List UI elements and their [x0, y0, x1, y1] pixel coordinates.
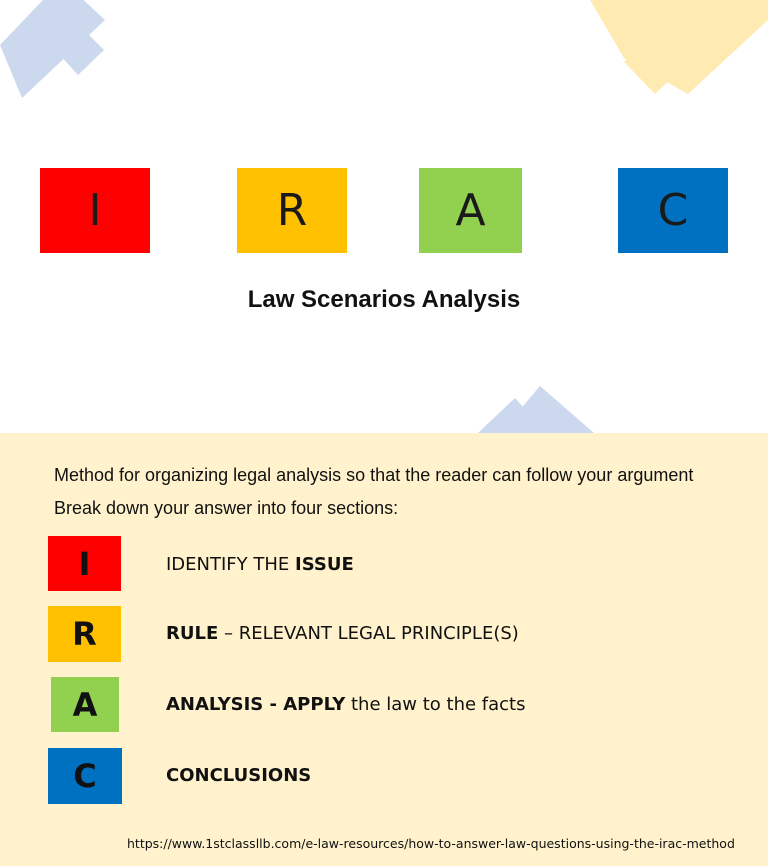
step-box-issue: I — [48, 536, 121, 591]
irac-letter-c: C — [618, 168, 728, 253]
step-box-conclusions: C — [48, 748, 122, 804]
source-url: https://www.1stclassllb.com/e-law-resources/how-to-answer-law-questions-using-the-irac-method — [127, 836, 735, 851]
irac-letter-r: R — [237, 168, 347, 253]
intro-line-2: Break down your answer into four sections: — [54, 498, 399, 518]
step-text-conclusions: CONCLUSIONS — [166, 765, 312, 786]
irac-letter-i: I — [40, 168, 150, 253]
step-box-analysis: A — [51, 677, 119, 732]
step-box-rule: R — [48, 606, 121, 662]
yellow-diamond-top-right — [590, 0, 768, 94]
step-text-issue: IDENTIFY THE ISSUE — [166, 554, 354, 575]
page-title: Law Scenarios Analysis — [247, 286, 521, 313]
intro-line-1: Method for organizing legal analysis so that the reader can follow your argument — [54, 465, 694, 485]
step-text-rule: RULE – RELEVANT LEGAL PRINCIPLE(S) — [166, 623, 519, 644]
irac-letter-a: A — [419, 168, 522, 253]
step-text-analysis: ANALYSIS - APPLY the law to the facts — [166, 694, 526, 715]
